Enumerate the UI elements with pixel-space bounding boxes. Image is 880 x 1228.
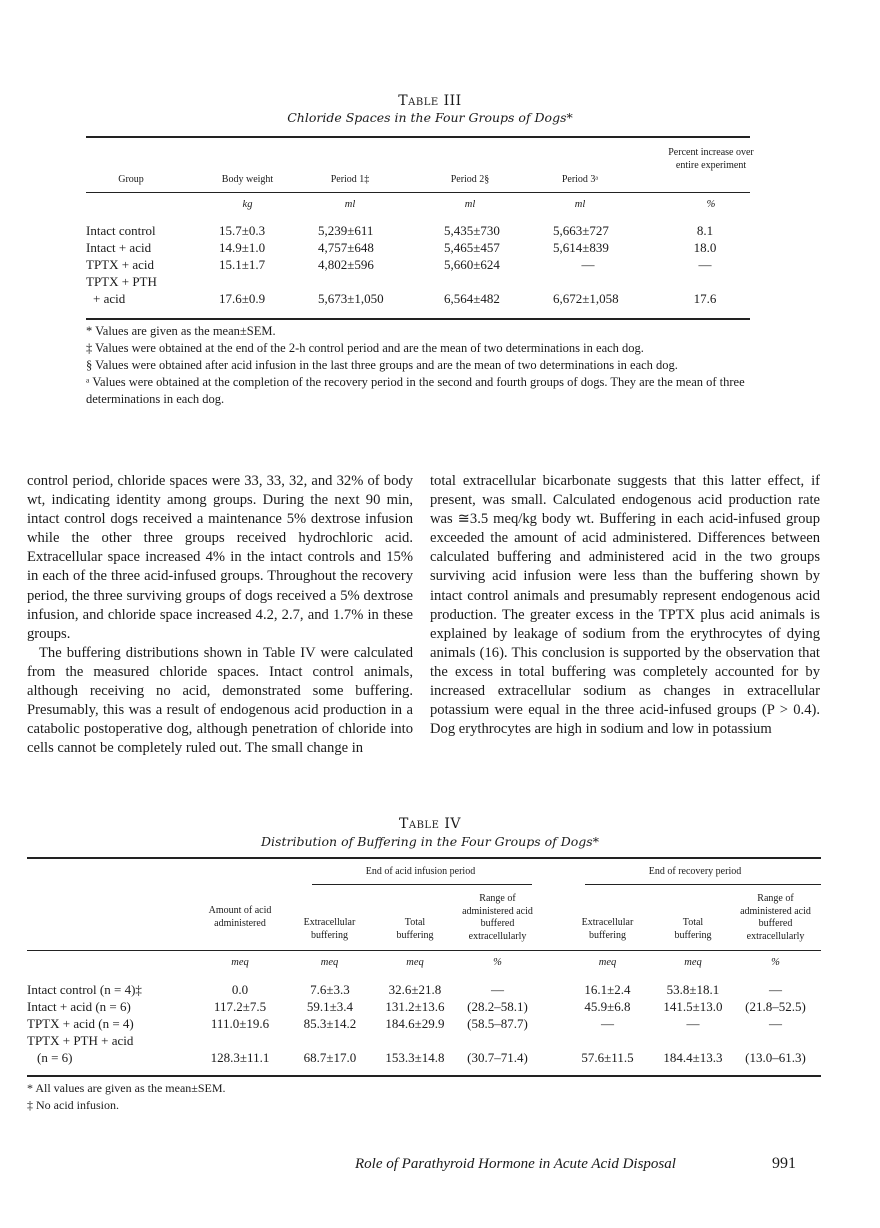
- table3-header-percent: Percent increase over entire experiment: [668, 147, 754, 171]
- body-paragraph: control period, chloride spaces were 33, 33, 32, and 32% of body wt, indicating identity among groups. During the next 90 min, intact control dogs received a maintenance 5% dextrose infusion while the other three groups received hydrochloric acid. Extracellular space increased 4% in the intact controls and 15% in each of the three acid-infused groups. Throughout the recovery period, the three surviving groups of dogs received a 5% dextrose infusion, and chloride space increased 4.2, 2.7, and 1.7% in these groups.: [27, 473, 413, 642]
- table4-cell: —: [686, 1016, 700, 1031]
- table4-row-group: TPTX + PTH + acid: [27, 1033, 134, 1048]
- table3-cell: 15.7±0.3: [219, 223, 266, 238]
- table3-bottom-rule: [86, 318, 750, 320]
- table3-row-group-cont: + acid: [93, 291, 126, 306]
- table4-cell: 184.4±13.3: [663, 1050, 723, 1065]
- table3-cell: —: [581, 257, 595, 272]
- table4-unit: %: [771, 957, 780, 968]
- table3-footnotes: [86, 323, 752, 408]
- table3-cell: —: [698, 257, 712, 272]
- table4-unit: meq: [320, 957, 339, 968]
- table3-header-period1: Period 1‡: [330, 174, 370, 185]
- table3-cell: 18.0: [693, 240, 717, 255]
- table3-cell: 14.9±1.0: [219, 240, 266, 255]
- table3-header-period3: Period 3ᵃ: [561, 174, 599, 185]
- table3-cell: 6,672±1,058: [553, 291, 619, 306]
- table4-unit: meq: [231, 957, 249, 968]
- table4-row-group: TPTX + acid (n = 4): [27, 1016, 134, 1031]
- table3-unit-kg: kg: [242, 199, 253, 210]
- table3-label: [80, 93, 780, 109]
- table3-unit-ml-3: ml: [574, 199, 586, 210]
- table3-row-group: TPTX + PTH: [86, 274, 157, 289]
- table4-header-total-buffering-1: Total buffering: [396, 917, 434, 941]
- table4-header-rule: [27, 950, 821, 951]
- table3-cell: 17.6±0.9: [219, 291, 266, 306]
- table4-cell: 7.6±3.3: [310, 982, 350, 997]
- body-paragraph: total extracellular bicarbonate suggests that this latter effect, if present, was small. Calculated endogenous acid production rate was ≅3.5 meq/kg body wt. Buffering in each acid-infused group exceeded the amount of acid administered. Differences between calculated buffering and administered acid in the two groups surviving acid infusion were less than the buffering shown by intact control animals and presumably represent endogenous acid production. The greater excess in the TPTX plus acid animals is explained by leakage of sodium from the erythrocytes of dying animals (16). This conclusion is supported by the observation that the excess in total buffering was completely accounted for by increased extracellular sodium as changes in extracellular potassium were equal in the three acid-infused groups (P > 0.4). Dog erythrocytes are high in sodium and low in potassium: [430, 473, 820, 738]
- table4-cell: (58.5–87.7): [467, 1016, 528, 1031]
- table3-cell: 8.1: [696, 223, 714, 238]
- table4-cell: 111.0±19.6: [210, 1016, 270, 1031]
- table3-header-rule: [86, 192, 750, 193]
- table4-cell: 0.0: [231, 982, 249, 997]
- table4-bottom-rule: [27, 1075, 821, 1077]
- table3-label-text: Table III: [398, 93, 462, 109]
- table4-cell: 57.6±11.5: [581, 1050, 634, 1065]
- table4-cell: 68.7±17.0: [303, 1050, 357, 1065]
- table4-cell: (21.8–52.5): [745, 999, 806, 1014]
- table3-cell: 6,564±482: [444, 291, 500, 306]
- table4-title: Distribution of Buffering in the Four Groups of Dogs*: [261, 834, 599, 849]
- table4-cell: (30.7–71.4): [467, 1050, 528, 1065]
- table3-footnote: § Values were obtained after acid infusion in the last three groups and are the mean of two determinations in each dog.: [86, 358, 678, 372]
- table4-cell: 45.9±6.8: [584, 999, 631, 1014]
- table4-span-header-recovery: End of recovery period: [648, 866, 742, 877]
- table4-cell: —: [491, 982, 504, 997]
- table3-title: Chloride Spaces in the Four Groups of Dogs*: [287, 110, 573, 125]
- table4-cell: 32.6±21.8: [388, 982, 442, 997]
- table4-cell: 141.5±13.0: [663, 999, 723, 1014]
- table3-cell: 4,757±648: [318, 240, 374, 255]
- table4-cell: 85.3±14.2: [303, 1016, 357, 1031]
- table4-cell: 131.2±13.6: [385, 999, 445, 1014]
- table3-cell: 5,660±624: [444, 257, 500, 272]
- running-title: Role of Parathyroid Hormone in Acute Acid Disposal: [355, 1156, 676, 1172]
- table4-footnote: ‡ No acid infusion.: [27, 1098, 119, 1112]
- table4-header-ec-buffering-2: Extracellular buffering: [581, 917, 634, 941]
- table4-row-group-cont: (n = 6): [37, 1050, 73, 1065]
- table4-header-ec-buffering-1: Extracellular buffering: [303, 917, 356, 941]
- table4-cell: (13.0–61.3): [745, 1050, 806, 1065]
- table4-header-total-buffering-2: Total buffering: [674, 917, 712, 941]
- table4-unit: meq: [684, 957, 702, 968]
- table4-row-group: Intact control (n = 4)‡: [27, 982, 142, 997]
- table4-cell: 16.1±2.4: [584, 982, 631, 997]
- table3-row-group: Intact control: [86, 223, 156, 238]
- table4-row-group: Intact + acid (n = 6): [27, 999, 131, 1014]
- table3-footnote: ᵃ Values were obtained at the completion of the recovery period in the second and fourth groups of dogs. They are the mean of three determinations in each dog.: [86, 375, 745, 406]
- table3-footnote: ‡ Values were obtained at the end of the 2-h control period and are the mean of two determinations in each dog.: [86, 341, 644, 355]
- table4-cell: —: [769, 1016, 782, 1031]
- table4-footnotes: [27, 1080, 627, 1114]
- table3-header-body-weight: Body weight: [221, 174, 274, 185]
- table3-cell: 5,435±730: [444, 223, 500, 238]
- table4-cell: 117.2±7.5: [213, 999, 267, 1014]
- table4-cell: 153.3±14.8: [385, 1050, 445, 1065]
- table3-unit-ml-1: ml: [344, 199, 356, 210]
- table3-cell: 4,802±596: [318, 257, 374, 272]
- table4-span-header-acid: End of acid infusion period: [365, 866, 476, 877]
- table4-span-rule-acid: [312, 884, 532, 885]
- table4-top-rule: [27, 857, 821, 859]
- table3-cell: 17.6: [693, 291, 717, 306]
- table3-header-period2: Period 2§: [450, 174, 490, 185]
- table4-cell: (28.2–58.1): [467, 999, 528, 1014]
- table4-cell: 128.3±11.1: [210, 1050, 270, 1065]
- table4-unit: meq: [406, 957, 424, 968]
- body-paragraph: The buffering distributions shown in Table IV were calculated from the measured chloride spaces. Intact control animals, although receiving no acid, demonstrated some buffering. Presumably, this was a result of endogenous acid production in a catabolic postoperative dog, although penetration of chloride into cells cannot be completely ruled out. The small change in: [27, 644, 413, 757]
- page-number: 991: [772, 1155, 796, 1172]
- table3-row-group: TPTX + acid: [86, 257, 154, 272]
- table4-header-range-2: Range of administered acid buffered extracellularly: [740, 893, 811, 942]
- table3-cell: 5,614±839: [553, 240, 609, 255]
- table3-footnote: * Values are given as the mean±SEM.: [86, 324, 276, 338]
- body-column-left: [27, 472, 413, 758]
- table4-span-rule-recovery: [585, 884, 821, 885]
- table4-label: [20, 816, 840, 832]
- table3-cell: 15.1±1.7: [219, 257, 266, 272]
- table3-header-group: Group: [118, 174, 144, 185]
- table3-unit-percent: %: [706, 199, 716, 210]
- table4-footnote: * All values are given as the mean±SEM.: [27, 1081, 226, 1095]
- table4-cell: 184.6±29.9: [385, 1016, 445, 1031]
- table4-unit: %: [493, 957, 502, 968]
- table3-row-group: Intact + acid: [86, 240, 152, 255]
- table3-top-rule: [86, 136, 750, 138]
- body-column-right: [430, 472, 820, 739]
- table3-cell: 5,673±1,050: [318, 291, 384, 306]
- table3-unit-ml-2: ml: [464, 199, 476, 210]
- table3-cell: 5,465±457: [444, 240, 500, 255]
- table3-cell: 5,239±611: [318, 223, 374, 238]
- table4-label-text: Table IV: [399, 816, 461, 832]
- table4-cell: 53.8±18.1: [666, 982, 720, 997]
- table4-cell: —: [769, 982, 782, 997]
- table3-cell: 5,663±727: [553, 223, 609, 238]
- table4-cell: 59.1±3.4: [306, 999, 354, 1014]
- table4-header-amount: Amount of acid administered: [208, 905, 272, 929]
- table4-header-range-1: Range of administered acid buffered extracellularly: [462, 893, 533, 942]
- table4-unit: meq: [598, 957, 617, 968]
- table4-cell: —: [601, 1016, 614, 1031]
